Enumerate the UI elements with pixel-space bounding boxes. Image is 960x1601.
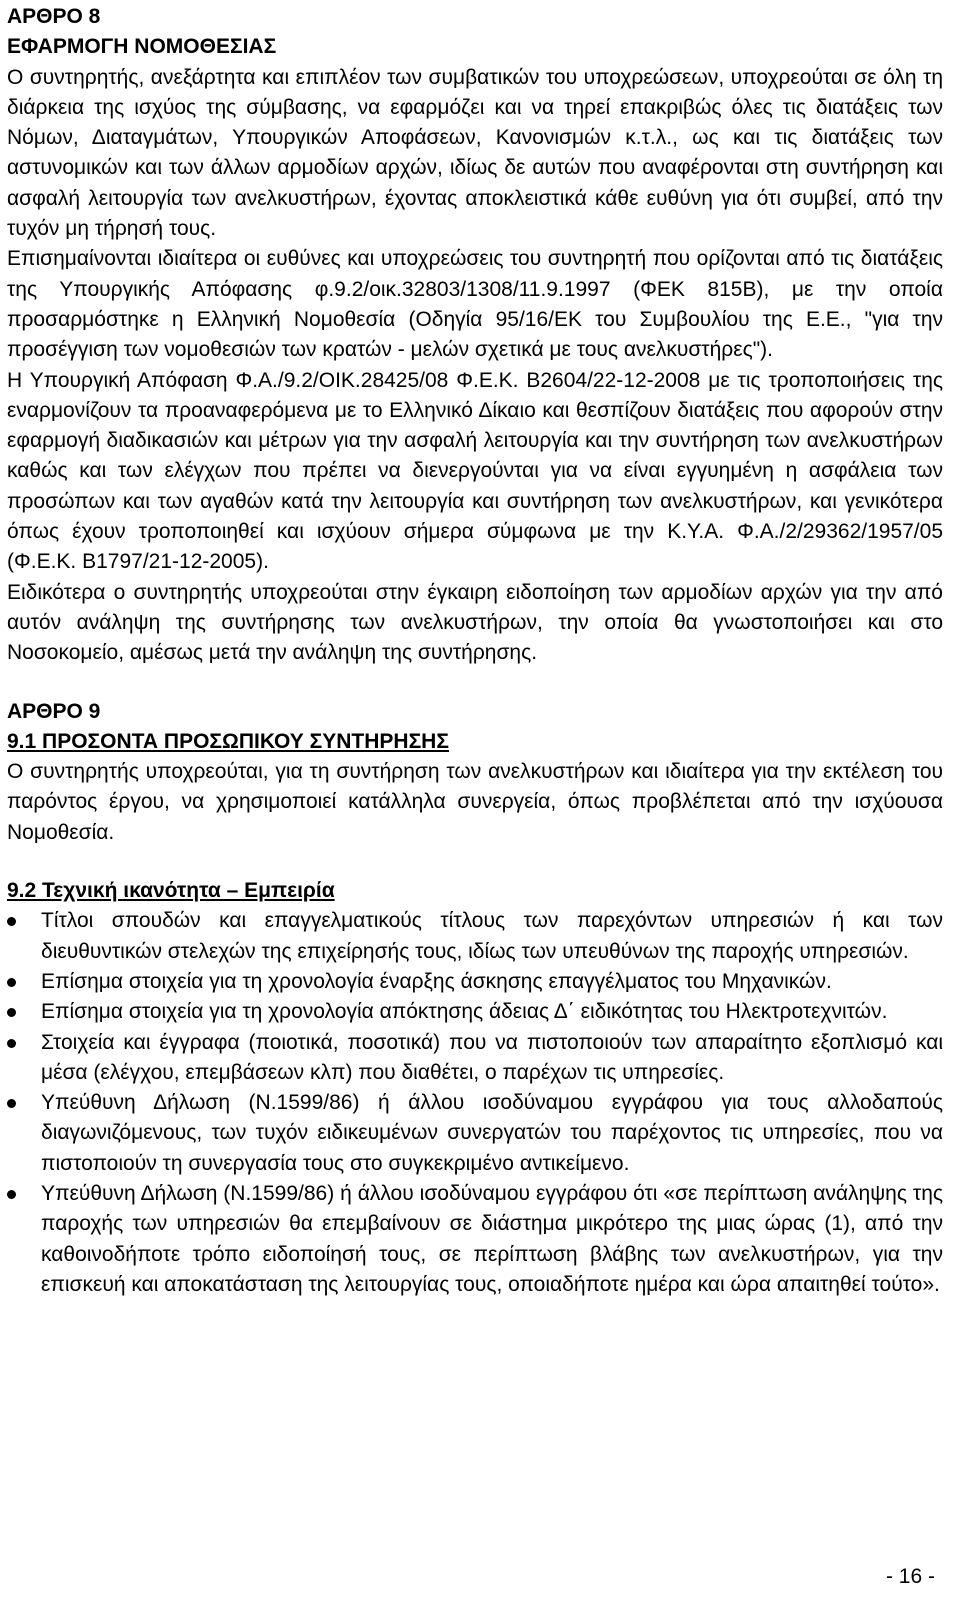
- section-9-2-heading: 9.2 Τεχνική ικανότητα – Εμπειρία: [7, 879, 335, 903]
- bullet-icon: [7, 1099, 16, 1108]
- list-item: Στοιχεία και έγγραφα (ποιοτικά, ποσοτικά) που να πιστοποιούν των απαραίτητο εξοπλισμό και μέσα (ελέγχου, επεμβάσεων κλπ) που διαθέτει, ο παρέχων τις υπηρεσίες.: [7, 1028, 943, 1089]
- list-item: Επίσημα στοιχεία για τη χρονολογία έναρξης άσκησης επαγγέλματος του Μηχανικών.: [7, 967, 943, 997]
- section-9-1-heading: 9.1 ΠΡΟΣΟΝΤΑ ΠΡΟΣΩΠΙΚΟΥ ΣΥΝΤΗΡΗΣΗΣ: [7, 729, 449, 753]
- bullet-icon: [7, 1190, 16, 1199]
- list-item: Υπεύθυνη Δήλωση (Ν.1599/86) ή άλλου ισοδύναμου εγγράφου για τους αλλοδαπούς διαγωνιζόμενους, των τυχόν ειδικευμένων συνεργατών του παρέχοντος τις υπηρεσίες, που να πιστοποιούν τη συνεργασία τους στο συγκεκριμένο αντικείμενο.: [7, 1088, 943, 1179]
- article-8-paragraph-2: Επισημαίνονται ιδιαίτερα οι ευθύνες και υποχρεώσεις του συντηρητή που ορίζονται από τις διατάξεις της Υπουργικής Απόφασης φ.9.2/οικ.32803/1308/11.9.1997 (ΦΕΚ 815Β), με την οποία προσαρμόστηκε η Ελληνική Νομοθεσία (Οδηγία 95/16/ΕΚ του Συμβουλίου της Ε.Ε., "για την προσέγγιση των νομοθεσιών των κρατών - μελών σχετικά με τους ανελκυστήρες").: [7, 247, 943, 362]
- bullet-icon: [7, 978, 16, 987]
- bullet-icon: [7, 1008, 16, 1017]
- article-8-title: ΑΡΘΡΟ 8: [7, 5, 101, 28]
- spacer: [7, 669, 943, 697]
- qualifications-list: [7, 906, 943, 1300]
- article-8-subtitle: ΕΦΑΡΜΟΓΗ ΝΟΜΟΘΕΣΙΑΣ: [7, 35, 277, 59]
- list-item: Επίσημα στοιχεία για τη χρονολογία απόκτησης άδειας Δ΄ ειδικότητας του Ηλεκτροτεχνιτών.: [7, 997, 943, 1027]
- article-8-paragraph-3: Η Υπουργική Απόφαση Φ.Α./9.2/ΟΙΚ.28425/08 Φ.Ε.Κ. Β2604/22-12-2008 με τις τροποποιήσεις της εναρμονίζουν τα προαναφερόμενα με το Ελληνικό Δίκαιο και θεσπίζουν διατάξεις που αφορούν στην εφαρμογή διαδικασιών και μέτρων για την ασφαλή λειτουργία και την συντήρηση των ανελκυστήρων καθώς και των ελέγχων που πρέπει να διενεργούνται για να είναι εγγυημένη η ασφάλεια των προσώπων και των αγαθών κατά την λειτουργία και συντήρηση των ανελκυστήρων, και γενικότερα όπως έχουν τροποποιηθεί και ισχύουν σήμερα σύμφωνα με την Κ.Υ.Α. Φ.Α./2/29362/1957/05 (Φ.Ε.Κ. Β1797/21-12-2005).: [7, 368, 943, 574]
- section-9-1-text: Ο συντηρητής υποχρεούται, για τη συντήρηση των ανελκυστήρων και ιδιαίτερα για την εκτέλεση του παρόντος έργου, να χρησιμοποιεί κατάλληλα συνεργεία, όπως προβλέπεται από την ισχύουσα Νομοθεσία.: [7, 760, 943, 844]
- bullet-icon: [7, 1039, 16, 1048]
- document-page: [7, 0, 943, 1300]
- list-item: Τίτλοι σπουδών και επαγγελματικούς τίτλους των παρεχόντων υπηρεσιών ή και των διευθυντικών στελεχών της επιχείρησής τους, ιδίως των υπευθύνων της παροχής υπηρεσιών.: [7, 906, 943, 967]
- bullet-icon: [7, 917, 16, 926]
- article-9-title: ΑΡΘΡΟ 9: [7, 699, 101, 723]
- article-8-paragraph-4: Ειδικότερα ο συντηρητής υποχρεούται στην έγκαιρη ειδοποίηση των αρμοδίων αρχών για την από αυτόν ανάληψη της συντήρησης των ανελκυστήρων, την οποία θα γνωστοποιήσει και στο Νοσοκομείο, αμέσως μετά την ανάληψη της συντήρησης.: [7, 580, 943, 665]
- list-item: Υπεύθυνη Δήλωση (Ν.1599/86) ή άλλου ισοδύναμου εγγράφου ότι «σε περίπτωση ανάληψης της παροχής των υπηρεσιών θα επεμβαίνουν σε διάστημα μικρότερο της μιας ώρας (1), από την καθοινοδήποτε τρόπο ειδοποίησή τους, σε περίπτωση βλάβης των ανελκυστήρων, για την επισκευή και αποκατάσταση της λειτουργίας τους, οποιαδήποτε ημέρα και ώρα απαιτηθεί τούτο».: [7, 1179, 943, 1300]
- spacer: [7, 848, 943, 876]
- article-8-paragraph-1: Ο συντηρητής, ανεξάρτητα και επιπλέον των συμβατικών του υποχρεώσεων, υποχρεούται σε όλη τη διάρκεια της ισχύος της σύμβασης, να εφαρμόζει και να τηρεί επακριβώς όλες τις διατάξεις των Νόμων, Διαταγμάτων, Υπουργικών Αποφάσεων, Κανονισμών κ.τ.λ., ως και τις διατάξεις των αστυνομικών και των άλλων αρμοδίων αρχών, ιδίως δε αυτών που αναφέρονται στη συντήρηση και ασφαλή λειτουργία των ανελκυστήρων, έχοντας αποκλειστικά κάθε ευθύνη για ότι συμβεί, από την τυχόν μη τήρησή τους.: [7, 65, 943, 241]
- page-number: - 16 -: [885, 1565, 935, 1588]
